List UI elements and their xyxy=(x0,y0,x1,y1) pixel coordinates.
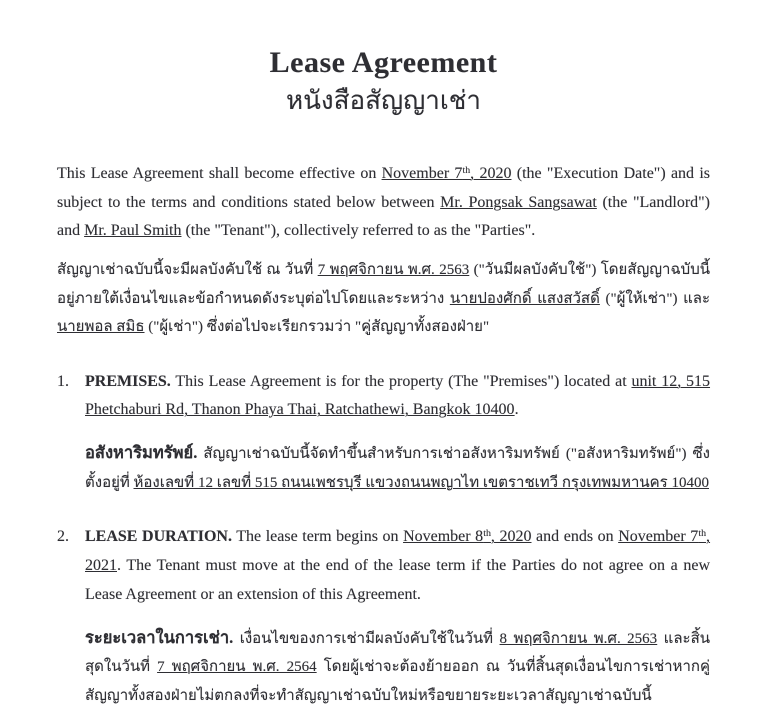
intro-paragraph-th: สัญญาเช่าฉบับนี้​จะมีผลบังคับใช้ ณ วันที่ 7 พฤศจิกายน พ.ศ. 2563 ("วันมีผลบังคับใช้") โดยสัญญาฉบับนี้​อยู่ภายใต้​เงื่อนไข​และ​ข้อกำหนด​ดังระบุต่อไป​โดยและระหว่าง นายปองศักดิ์ แสงสวัสดิ์ ("ผู้ให้เช่า") และ นายพอล สมิธ ("ผู้เช่า") ซึ่งต่อไปจะ​เรียกรวมว่า "คู่สัญญาทั้งสองฝ่าย" xyxy=(57,262,711,336)
section-premises-text-th: อสังหาริมทรัพย์. สัญญาเช่าฉบับนี้​จัดทำขึ้น​สำหรับ​การเช่า​อสังหาริมทรัพย์ ("อสังหาริมทรัพย์") ซึ่งตั้งอยู่ที่ ห้องเลขที่ 12 เลขที่ 515 ถนนเพชรบุรี แขวงถนนพญาไท เขตราชเทวี กรุงเทพมหานคร 10400 xyxy=(85,443,710,491)
page-title: Lease Agreement xyxy=(269,46,498,79)
section-number: 2. xyxy=(57,528,69,546)
page-title-thai: หนังสือสัญญาเช่า xyxy=(286,86,481,115)
section-body xyxy=(85,523,710,710)
section-body xyxy=(85,368,710,498)
intro-paragraph-en: This Lease Agreement shall become effective on November 7th, 2020 (the "Execution Date") and is subject to the terms and conditions stated below between Mr. Pongsak Sangsawat (the "Landlord") and Mr. Paul Smith (the "Tenant"), collectively referred to as the "Parties". xyxy=(57,164,711,240)
section-number: 1. xyxy=(57,372,69,390)
section-lease-duration xyxy=(57,523,710,710)
section-lease-duration-text-en: LEASE DURATION. The lease term begins on November 8th, 2020 and ends on November 7th, 2021. The Tenant must move at the end of the lease term if the Parties do not agree on a new Lease Agreement or an extension of this Agreement. xyxy=(85,528,711,603)
section-premises xyxy=(57,368,710,498)
section-premises-text-en: PREMISES. This Lease Agreement is for the property (The "Premises") located at unit 12, 515 Phetchaburi Rd, Thanon Phaya Thai, Ratchathewi, Bangkok 10400. xyxy=(85,372,711,419)
section-lease-duration-text-th: ระยะเวลาในการเช่า. เงื่อนไข​ของ​การเช่า​มีผลบังคับใช้​ในวันที่ 8 พฤศจิกายน พ.ศ. 2563 และ​สิ้นสุด​ในวันที่ 7 พฤศจิกายน พ.ศ. 2564 โดยผู้เช่า​จะต้อง​ย้ายออก ณ วันที่​สิ้นสุด​เงื่อนไข​การเช่า​หาก​คู่สัญญา​ทั้งสองฝ่าย​ไม่ตกลง​ที่จะทำ​สัญญาเช่า​ฉบับใหม่​หรือ​ขยาย​ระยะเวลา​สัญญาเช่า​ฉบับนี้ xyxy=(85,627,710,704)
